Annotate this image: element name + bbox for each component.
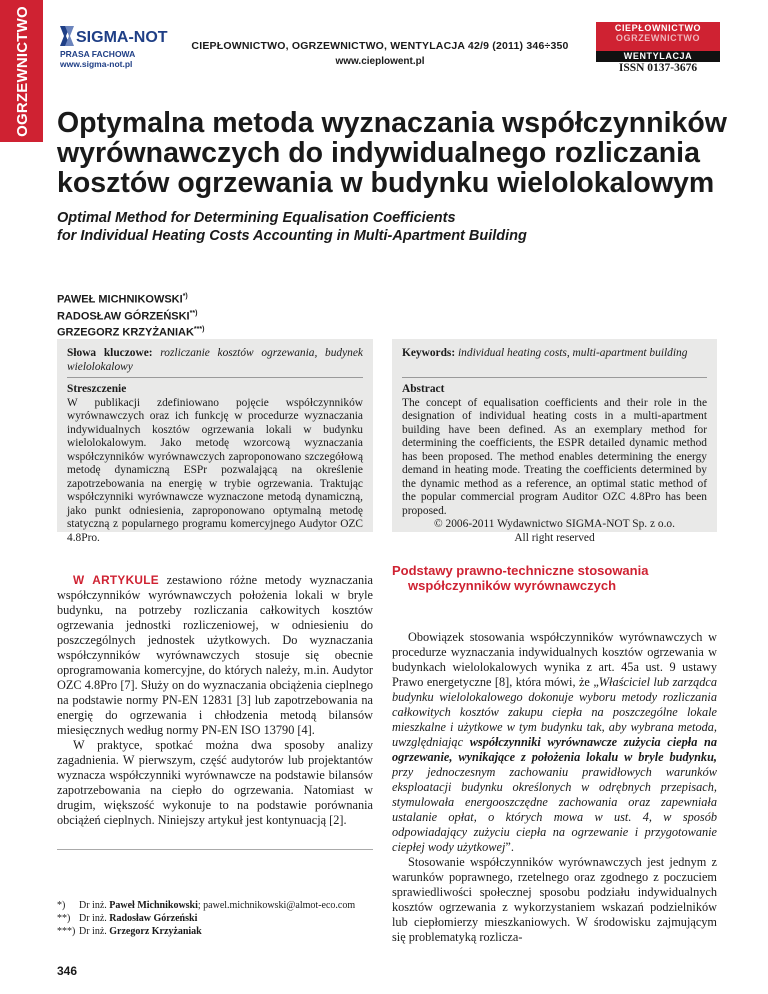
article-subtitle <box>57 209 737 245</box>
logo-tagline: PRASA FACHOWA <box>60 49 136 59</box>
logo-url: www.sigma-not.pl <box>60 59 133 69</box>
journal-badge <box>596 22 720 62</box>
keywords-pl: Słowa kluczowe: rozliczanie kosztów ogrzewania, budynek wielolokalowy <box>67 347 363 373</box>
footnote: ***) Dr inż. Grzegorz Krzyżaniak <box>57 926 202 937</box>
subtitle-line: Optimal Method for Determining Equalisation Coefficients <box>57 210 456 226</box>
journal-website[interactable]: www.cieplowent.pl <box>335 56 425 67</box>
footnote: *) Dr inż. Paweł Michnikowski; pawel.michnikowski@almot-eco.com <box>57 900 356 911</box>
abstract-pl-text: W publikacji zdefiniowano pojęcie współczynników wyrównawczych oraz ich funkcję w procedurze wyznaczania indywidualnych kosztów ogrzewania lokali w budynku wielolokalowym. Jako metodę wzorcową wyznaczania współczynników wyrównawczych zaproponowano szczegółową metodę dynamiczną ESPr pozwalającą na określenie zapotrzebowania na energię w trybie ogrzewania. Traktując współczynniki wyrównawcze wyznaczone metodą dynamiczną, jako punkt odniesienia, zaproponowano optymalną metodę statyczną z popularnego programu komercyjnego Audytor OZC 4.8Pro. <box>67 396 363 544</box>
page-number: 346 <box>57 964 78 978</box>
abstract-box-pl <box>57 339 373 544</box>
journal-header <box>160 40 600 67</box>
footnotes <box>57 899 355 938</box>
badge-line-1: CIEPŁOWNICTWO <box>614 23 702 33</box>
abstract-pl-heading: Streszczenie <box>67 383 127 395</box>
badge-line-3: WENTYLACJA <box>623 51 693 61</box>
sigma-not-logo-icon <box>60 24 168 48</box>
footnote: **) Dr inż. Radosław Górzeński <box>57 913 198 924</box>
keywords-en: Keywords: individual heating costs, multi-apartment building <box>402 347 688 359</box>
badge-black-strip <box>596 51 720 62</box>
lead-in: W ARTYKULE <box>73 573 159 587</box>
publisher-logo <box>60 24 168 70</box>
journal-badge-red <box>596 22 720 52</box>
author: PAWEŁ MICHNIKOWSKI*) <box>57 293 188 306</box>
section-paragraph: Obowiązek stosowania współczynników wyrównawczych w procedurze wyznaczania indywidualnych kosztów ogrzewania w budynkach wielolokalowych wynika z art. 45a ust. 9 ustawy Prawo energetyczne [8], która mówi, że „Właściciel lub zarządca budynku wielolokalowego dokonuje wyboru metody rozliczania całkowitych kosztów zakupu ciepła na poszczególne lokale mieszkalne i użytkowe w tym budynku tak, aby wybrana metoda, uwzględniając współczynniki wyrównawcze zużycia ciepła na ogrzewanie, wynikające z położenia lokalu w bryle budynku, przy jednoczesnym zachowaniu prawidłowych warunków eksploatacji budynku określonych w odrębnych przepisach, stymulowała energooszczędne zachowania oraz zapewniała ustalanie opłat, o których mowa w ust. 4, w sposób odpowiadający zużyciu ciepła na ogrzewanie i przygotowanie ciepłej wody użytkowej”. <box>392 630 717 854</box>
intro-column <box>57 573 373 828</box>
issn: ISSN 0137-3676 <box>618 62 698 74</box>
abstract-box-en <box>392 339 717 544</box>
author: RADOSŁAW GÓRZEŃSKI**) <box>57 309 198 323</box>
article-title <box>57 108 737 198</box>
title-line: wyrównawczych do indywidualnego rozliczania <box>57 137 700 169</box>
abstract-divider <box>402 377 707 378</box>
abstract-divider <box>67 377 363 378</box>
journal-citation: CIEPŁOWNICTWO, OGRZEWNICTWO, WENTYLACJA 42/9 (2011) 346÷350 <box>191 40 569 52</box>
copyright: © 2006-2011 Wydawnictwo SIGMA-NOT Sp. z o.o. <box>434 518 675 530</box>
abstract-en-text: The concept of equalisation coefficients and their role in the designation of individual heating costs in a multi-apartment building have been defined. As an exemplary method for determining the coefficients, the ESPR detailed dynamic method has been proposed. The method enables determining the energy demand in heating mode. Treating the coefficients determined by the dynamic method as a reference, an optimal static method of the popular commercial program Auditor OZC 4.8Pro has been proposed. <box>402 396 707 517</box>
badge-line-2: OGRZEWNICTWO <box>615 33 701 43</box>
abstract-en-heading: Abstract <box>402 383 445 395</box>
title-line: kosztów ogrzewania w budynku wielolokalowym <box>57 167 715 199</box>
author-list <box>57 290 204 340</box>
title-line: Optymalna metoda wyznaczania współczynników <box>57 107 727 139</box>
abstract-pl <box>67 383 363 545</box>
footnote-rule <box>57 849 373 850</box>
section-column <box>392 630 717 945</box>
intro-paragraph: W ARTYKULE zestawiono różne metody wyznaczania współczynników wyrównawczych położenia lokali w bryle budynku, na potrzeby rozliczania całkowitych kosztów ogrzewania jednostki rozliczeniowej, w odniesieniu do poszczególnych jednostek użytkowych. Do wyznaczania współczynników wyrównawczych stosuje się obecnie oprogramowania komercyjne, do których należy, m.in. Audytor OZC 4.8Pro [7]. Służy on do wyznaczania obciążenia cieplnego na podstawie normy PN-EN 12831 [3] lub zapotrzebowania na energię do ogrzewania i chłodzenia metodą bilansów miesięcznych według normy PN-EN ISO 13790 [4]. <box>57 573 373 737</box>
abstract-en <box>402 383 707 545</box>
intro-paragraph: W praktyce, spotkać można dwa sposoby analizy zagadnienia. W pierwszym, część audytorów lub projektantów wyznacza współczynniki wyrównawcze na podstawie bilansów zapotrzebowania na ciepło do ogrzewania. Natomiast w drugim, większość wykonuje to na podstawie porównania obciążeń cieplnych. Niniejszy artykuł jest kontynuacją [2]. <box>57 738 373 827</box>
rights-reserved: All right reserved <box>514 531 595 544</box>
section-sidebar-label <box>2 0 42 142</box>
section-heading: Podstawy prawno-techniczne stosowania współczynników wyrównawczych <box>392 563 649 593</box>
logo-brand-text: SIGMA-NOT <box>76 29 168 46</box>
section-paragraph: Stosowanie współczynników wyrównawczych jest jednym z warunków poprawnego, rzetelnego oraz zgodnego z poczuciem sprawiedliwości społecznej sposobu podziału indywidualnych kosztów ogrzewania z wykorzystaniem wskazań podzielników lub ciepłomierzy mieszkaniowych. W środowisku zajmującym się problematyką rozlicza- <box>392 855 717 944</box>
subtitle-line: for Individual Heating Costs Accounting in Multi-Apartment Building <box>57 228 527 244</box>
author: GRZEGORZ KRZYŻANIAK***) <box>57 326 205 339</box>
sidebar-text: OGRZEWNICTWO <box>13 5 31 137</box>
